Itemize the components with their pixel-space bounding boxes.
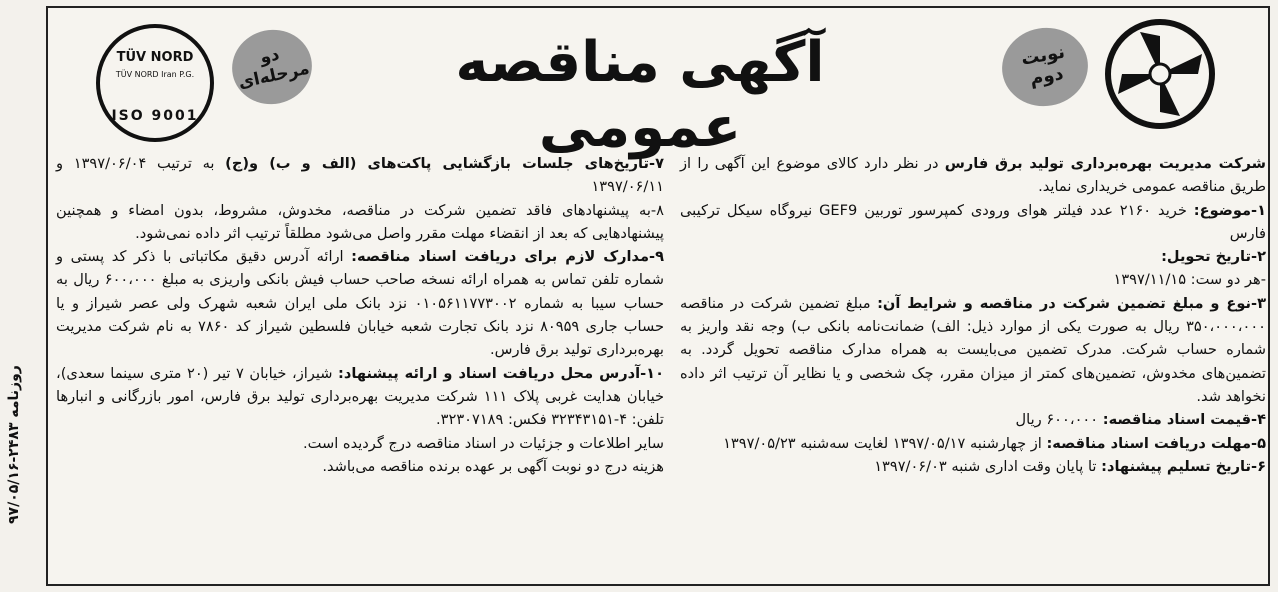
item-7 <box>56 152 664 199</box>
item-10-text: شیراز، خیابان ۷ تیر (۲۰ متری سینما سعدی)، خیابان هدایت غربی پلاک ۱۱۱ شرکت مدیریت بهره‌برداری تولید برق فارس، امور بازرگانی و انبارها تلفن: ۴-۳۲۳۴۳۱۵۱ فکس: ۳۲۳۰۷۱۸۹. <box>56 364 665 429</box>
page-title: آگهی مناقصه عمومی <box>455 30 825 160</box>
iso-sub: TÜV NORD Iran P.G. <box>115 70 195 79</box>
iso-brand: TÜV NORD <box>116 50 194 65</box>
item-9-text: ارائه آدرس دقیق مکاتباتی با ذکر کد پستی و شماره تلفن تماس به همراه ارائه نسخه صاحب حساب فیش بانکی واریزی به مبلغ ۶۰۰،۰۰۰ ریال به حساب سیبا به شماره ۰۱۰۵۶۱۱۷۷۳۰۰۲ نزد بانک ملی ایران شعبه شهرک ولی عصر شیراز و یا حساب جاری ۸۰۹۵۹ نزد بانک تجارت شعبه خیابان فلسطین شیراز کد ۷۸۶۰ به نام شرکت مدیریت بهره‌برداری تولید برق فارس. <box>56 248 665 359</box>
item-5-label: ۵-مهلت دریافت اسناد مناقصه: <box>1046 434 1266 452</box>
item-7-label: ۷-تاریخ‌های جلسات بازگشایی پاکت‌های (الف و ب) و(ج) <box>225 155 664 172</box>
round-badge-text: نوبت دوم <box>1019 41 1067 90</box>
item-7-text: به ترتیب ۱۳۹۷/۰۶/۰۴ و ۱۳۹۷/۰۶/۱۱ <box>56 155 664 196</box>
note-2: هزینه درج دو نوبت آگهی بر عهده برنده مناقصه می‌باشد. <box>322 457 664 475</box>
item-1-label: ۱-موضوع: <box>1193 201 1266 219</box>
left-column <box>56 152 664 478</box>
item-6-label: ۶-تاریخ تسلیم پیشنهاد: <box>1101 457 1266 475</box>
iso-standard: ISO 9001 <box>111 108 199 124</box>
item-10-label: ۱۰-آدرس محل دریافت اسناد و ارائه پیشنهاد: <box>338 364 664 382</box>
item-3-text: مبلغ تضمین شرکت در مناقصه ۳۵۰،۰۰۰،۰۰۰ ریال به صورت یکی از موارد ذیل: الف) ضمانت‌نامه بانکی ب) وجه نقد واریز به شماره حساب شرکت. مدرک تضمین می‌بایست به همراه مدارک مناقصه تحویل گردد. به تضمین‌های مخدوش، تضمین‌های کمتر از میزان مقرر، چک شخصی و یا نظایر آن ترتیب اثر داده نخواهد شد. <box>680 294 1266 405</box>
intro-paragraph <box>680 152 1266 199</box>
item-1 <box>680 199 1266 246</box>
item-6-text: تا پایان وقت اداری شنبه ۱۳۹۷/۰۶/۰۳ <box>874 457 1102 475</box>
item-5 <box>680 432 1266 455</box>
item-10 <box>56 362 664 432</box>
item-5-text: از چهارشنبه ۱۳۹۷/۰۵/۱۷ لغایت سه‌شنبه ۱۳۹۷/۰۵/۲۳ <box>723 434 1047 452</box>
item-2-label: ۲-تاریخ تحویل: <box>1161 248 1266 266</box>
newspaper-side-note: روزنامه ۲۴۸۳-۹۷/۰۵/۱۶ <box>6 365 22 525</box>
item-3 <box>680 292 1266 408</box>
item-4-text: ۶۰۰،۰۰۰ ریال <box>1015 411 1103 429</box>
item-9 <box>56 245 664 361</box>
item-1-text: خرید ۲۱۶۰ عدد فیلتر هوای ورودی کمپرسور توربین GEF9 نیروگاه سیکل ترکیبی فارس <box>680 201 1266 242</box>
item-6 <box>680 455 1266 478</box>
item-3-label: ۳-نوع و مبلغ تضمین شرکت در مناقصه و شرایط آن: <box>877 294 1266 312</box>
company-name: شرکت مدیریت بهره‌برداری تولید برق فارس <box>944 155 1266 172</box>
right-column <box>680 152 1266 478</box>
note-1: سایر اطلاعات و جزئیات در اسناد مناقصه درج گردیده است. <box>303 434 664 452</box>
iso-certificate-logo <box>96 24 214 142</box>
item-2 <box>680 245 1266 268</box>
item-9-label: ۹-مدارک لازم برای دریافت اسناد مناقصه: <box>351 248 664 266</box>
item-4 <box>680 408 1266 431</box>
intro-text: در نظر دارد کالای موضوع این آگهی را از طریق مناقصه عمومی خریداری نماید. <box>680 155 1266 196</box>
item-8: ۸-به پیشنهادهای فاقد تضمین شرکت در مناقصه، مخدوش، مشروط، بدون امضاء و همچنین پیشنهادهایی که بعد از انقضاء مهلت مقرر واصل می‌شود مطلقاً ترتیب اثر داده نمی‌شود. <box>56 201 664 242</box>
stage-badge-text: دو مرحله‌ای <box>236 44 312 94</box>
turbine-logo-icon <box>1100 14 1220 134</box>
item-2-text: -هر دو ست: ۱۳۹۷/۱۱/۱۵ <box>1113 271 1266 289</box>
item-4-label: ۴-قیمت اسناد مناقصه: <box>1102 411 1266 429</box>
